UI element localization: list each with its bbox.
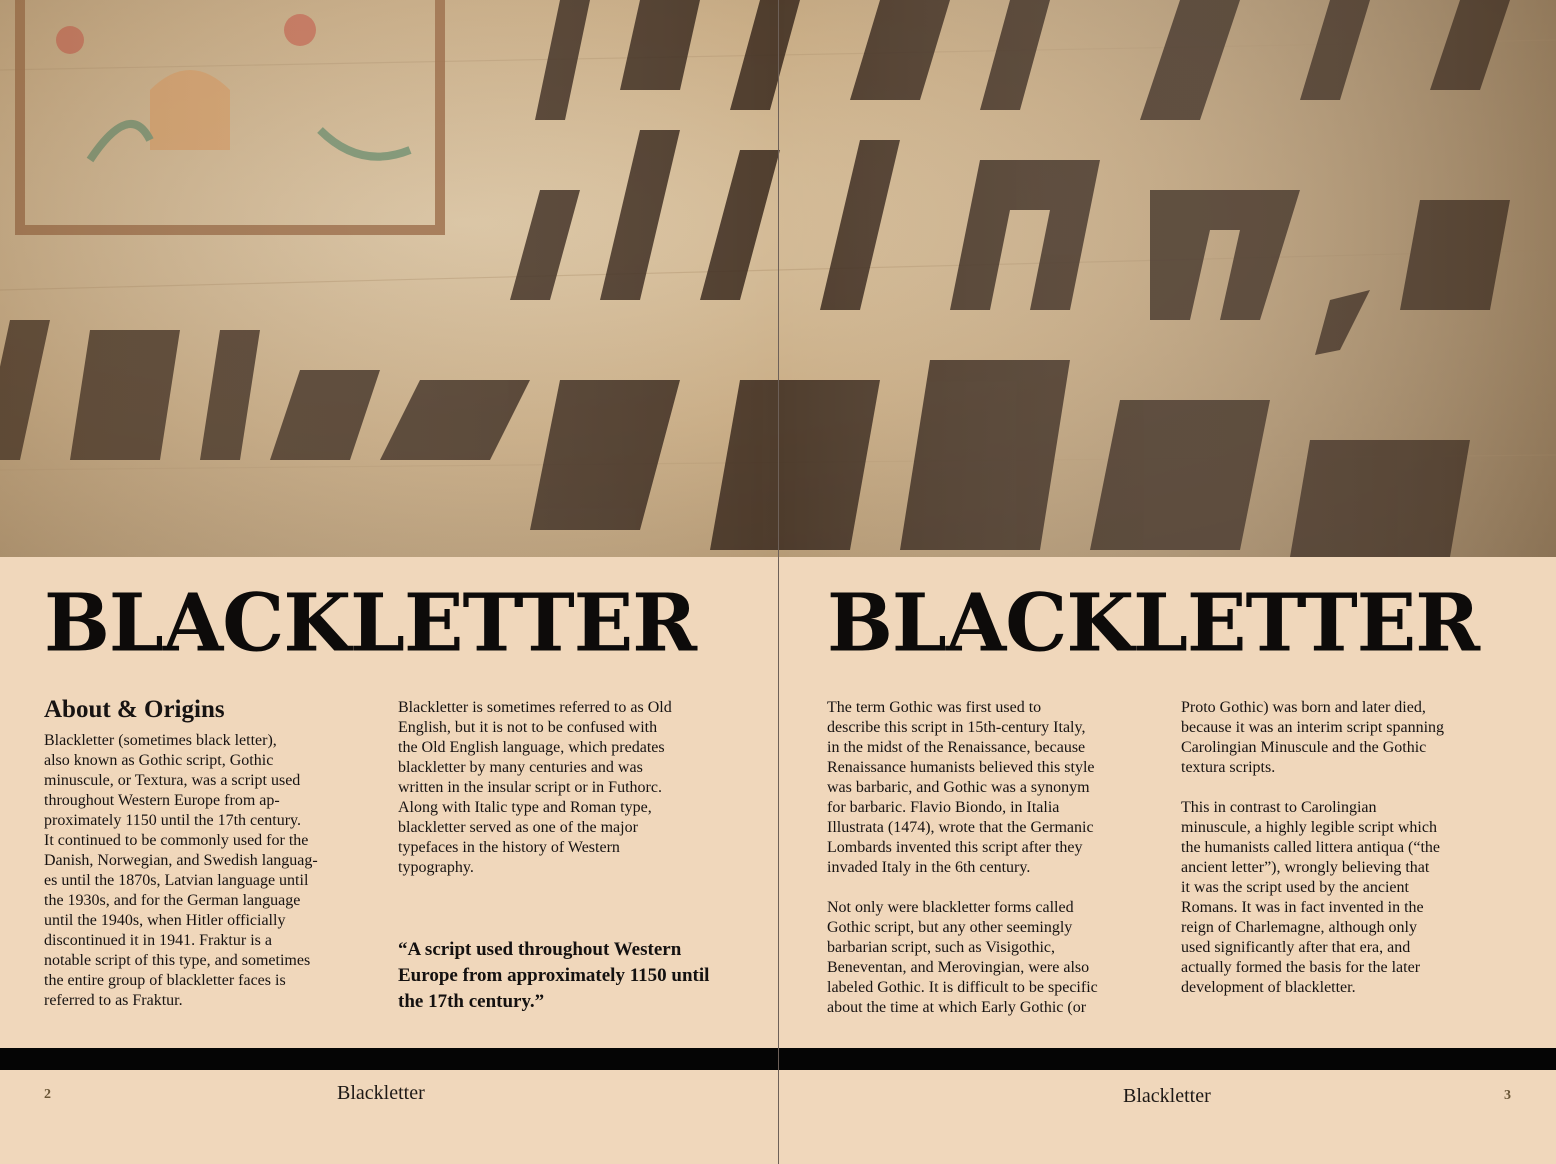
body-paragraph: Not only were blackletter forms called Gothic script, but any other seemingly barbarian script, such as Visigothic, Beneventan, and Merovingian, were also labeled Gothic. It is difficult to be specific about the time at which Early Gothic (or xyxy=(827,899,1098,1016)
pull-quote: “A script used throughout Western Europe from approximately 1150 until the 17th century.” xyxy=(398,939,710,1012)
page-number-right: 3 xyxy=(1504,1088,1511,1103)
left-column-2 xyxy=(398,698,738,898)
page-title: BLACKLETTER xyxy=(44,577,697,670)
body-paragraph: Blackletter is sometimes referred to as Old English, but it is not to be confused with the Old English language, which predates blackletter by many centuries and was written in the insular script or in Futhorc. Along with Italic type and Roman type, blackletter served as one of the major typefaces in the history of Western typography. xyxy=(398,699,672,876)
band-gutter xyxy=(778,1048,779,1070)
page-title: BLACKLETTER xyxy=(827,577,1480,670)
body-paragraph: This in contrast to Carolingian minuscule, a highly legible script which the humanists called littera antiqua (“the ancient letter”), wrongly believing that it was the script used by the ancient Romans. It was in fact invented in the reign of Charlemagne, although only used significantly after that era, and actually formed the basis for the later development of blackletter. xyxy=(1181,799,1441,996)
left-column-1 xyxy=(44,695,384,1031)
page-number-left: 2 xyxy=(44,1087,51,1102)
right-column-1 xyxy=(827,698,1172,1038)
left-page xyxy=(0,557,778,1164)
footer-band xyxy=(0,1048,1556,1070)
right-page xyxy=(779,557,1556,1164)
running-title-left: Blackletter xyxy=(337,1082,425,1104)
body-paragraph: The term Gothic was first used to describe this script in 15th-century Italy, in the midst of the Renaissance, because Renaissance humanists believed this style was barbaric, and Gothic was a synonym for barbaric. Flavio Biondo, in Italia Illustrata (1474), wrote that the Germanic Lombards invented this script after they invaded Italy in the 6th century. xyxy=(827,699,1095,876)
right-column-2 xyxy=(1181,698,1526,1018)
body-paragraph: Proto Gothic) was born and later died, because it was an interim script spanning Carolingian Minuscule and the Gothic textura scripts. xyxy=(1181,699,1445,776)
section-heading: About & Origins xyxy=(44,696,225,723)
running-title-right: Blackletter xyxy=(1123,1085,1211,1107)
body-paragraph: Blackletter (sometimes black letter), also known as Gothic script, Gothic minuscule, or Textura, was a script used throughout Western Europe from ap- proximately 1150 until the 17th century. It continued to be commonly used for the Danish, Norwegian, and Swedish languag- es until the 1870s, Latvian language until the 1930s, and for the German language until the 1940s, when Hitler officially discontinued it in 1941. Fraktur is a notable script of this type, and sometimes the entire group of blackletter faces is referred to as Fraktur. xyxy=(44,732,318,1009)
